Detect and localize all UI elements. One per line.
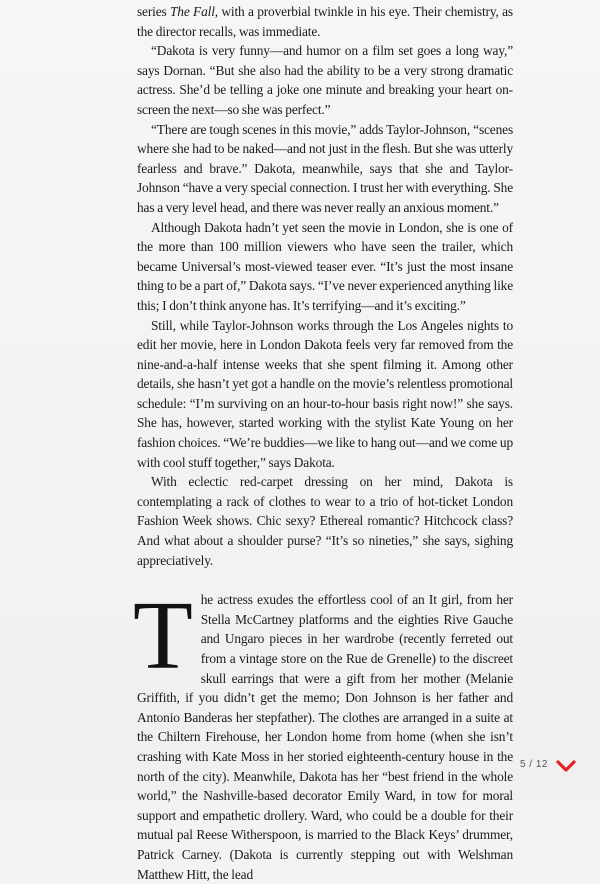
paragraph-2: “Dakota is very funny—and humor on a film set goes a long way,” says Dornan. “But she also had the ability to be a very strong dramatic actress. She’d be telling a joke one minute and breaking your heart on-screen the next—so she was perfect.” bbox=[137, 43, 513, 117]
section-break bbox=[137, 570, 513, 590]
paragraph-7-text: he actress exudes the effortless cool of an It girl, from her Stella McCartney platforms and the eighties Rive Gauche and Ungaro pieces in her wardrobe (recently ferreted out from a vintage store on the Rue de Grenelle) to the discreet skull earrings that were a gift from her mother (Melanie Griffith, if you didn’t get the memo; Don Johnson is her father and Antonio Banderas her stepfather). The clothes are arranged in a suite at the Chiltern Firehouse, her London home from home (when she isn’t crashing with Kate Moss in her storied eighteenth-century house in the north of the city). Meanwhile, Dakota has her “best friend in the whole world,” the Nashville-based decorator Emily Ward, in tow for moral support and empathetic drollery. Ward, who could be a double for their mutual pal Reese Witherspoon, is married to the Black Keys’ drummer, Patrick Carney. (Dakota is currently stepping out with Welshman Matthew Hitt, the lead bbox=[137, 592, 513, 882]
paragraph-5: Still, while Taylor-Johnson works through the Los Angeles nights to edit her movie, here in London Dakota feels very far removed from the nine-and-a-half intense weeks that she spent filming it. Among other details, she hasn’t yet got a handle on the movie’s relentless promotional schedule: “I’m surviving on an hour-to-hour basis right now!” she says. She has, however, started working with the stylist Kate Young on her fashion choices. “We’re buddies—we like to hang out—and we come up with cool stuff together,” says Dakota. bbox=[137, 317, 513, 470]
page-indicator: 5 / 12 bbox=[519, 759, 548, 770]
drop-cap: T bbox=[133, 582, 193, 691]
chevron-stroke bbox=[558, 762, 574, 770]
paragraph-1-text-a: series bbox=[137, 4, 170, 19]
paragraph-3: “There are tough scenes in this movie,” adds Taylor-Johnson, “scenes where she had to be naked—and not just in the flesh. But she was utterly fearless and brave.” Dakota, meanwhile, says that she and Taylor-Johnson “have a very special connection. I trust her with everything. She has a very level head, and there was never really an anxious moment.” bbox=[137, 121, 513, 215]
show-title: The Fall, bbox=[170, 4, 218, 19]
paragraph-1-text-b: with a proverbial twinkle in his eye. Their chemistry, as the director recalls, was immediate. bbox=[137, 4, 513, 39]
paragraph-1 bbox=[137, 2, 513, 41]
paragraph-4: Although Dakota hadn’t yet seen the movie in London, she is one of the more than 100 million viewers who have seen the trailer, which became Universal’s most-viewed teaser ever. “It’s just the most insane thing to be a part of,” Dakota says. “I’ve never experienced anything like this; I don’t think anyone has. It’s terrifying—and it’s exciting.” bbox=[137, 219, 513, 313]
chevron-down-icon[interactable] bbox=[556, 759, 576, 773]
paragraph-6: With eclectic red-carpet dressing on her mind, Dakota is contemplating a rack of clothes to wear to a trio of hot-ticket London Fashion Week shows. Chic sexy? Ethereal romantic? Hitchcock class? And what about a shoulder purse? “It’s so nineties,” she says, sighing appreciatively. bbox=[137, 474, 513, 568]
paragraph-7 bbox=[133, 582, 513, 884]
article-body bbox=[133, 2, 513, 884]
